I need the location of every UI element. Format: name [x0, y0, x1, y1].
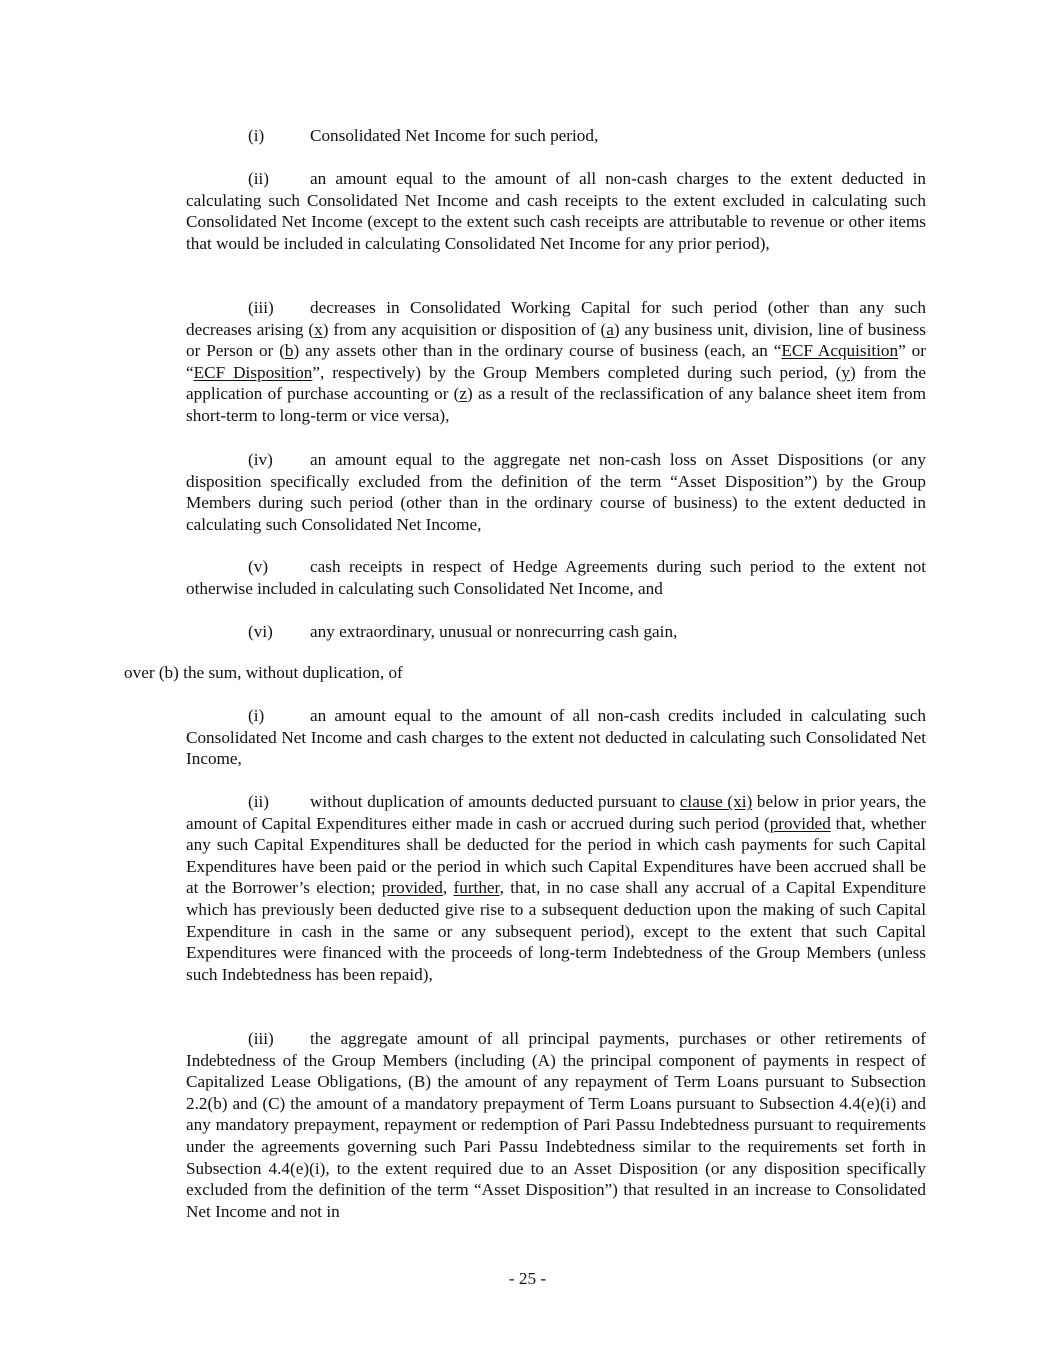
- text-run: ,: [442, 878, 454, 898]
- clause-label: (vi): [248, 622, 273, 641]
- text-run: Consolidated Net Income for such period,: [310, 126, 599, 145]
- text-run: ”, respectively) by the Group Members completed during such period, (: [312, 362, 842, 382]
- text-run: decreases in Consolidated Working Capital for such period (other than any such decreases arising (: [186, 298, 926, 339]
- clause-a-ii: [186, 168, 926, 254]
- page-number: - 25 -: [508, 1269, 547, 1288]
- clause-label: (ii): [248, 169, 269, 188]
- text-run: , that, in no case shall any accrual of a Capital Expenditure which has previously been deducted give rise to a subsequent deduction upon the making of such Capital Expenditure in cash in the same or any subsequent period), except to the extent that such Capital Expenditures were financed with the proceeds of long-term Indebtedness of the Group Members (unless such Indebtedness has been repaid),: [186, 878, 926, 984]
- text-run: an amount equal to the aggregate net non-cash loss on Asset Dispositions (or any disposition specifically excluded from the definition of the term “Asset Disposition”) by the Group Members during such period (other than in the ordinary course of business) to the extent deducted in calculating such Consolidated Net Income,: [186, 450, 926, 534]
- clause-a-i: [186, 125, 926, 147]
- clause-label: (i): [248, 126, 265, 145]
- text-run: ” or “: [186, 341, 926, 382]
- clause-text: [186, 792, 926, 984]
- underlined-term: ECF Disposition: [193, 362, 313, 382]
- text-run: the aggregate amount of all principal payments, purchases or other retirements of Indebtedness of the Group Members (including (A) the principal component of payments in respect of Capitalized Lease Obligations, (B) the amount of any repayment of Term Loans pursuant to Subsection 2.2(b) and (C) the amount of a mandatory prepayment of Term Loans pursuant to Subsection 4.4(e)(i) and any mandatory prepayment, repayment or redemption of Pari Passu Indebtedness pursuant to requirements under the agreements governing such Pari Passu Indebtedness similar to the requirements set forth in Subsection 4.4(e)(i), to the extent required due to an Asset Disposition (or any disposition specifically excluded from the definition of the term “Asset Disposition”) that resulted in an increase to Consolidated Net Income and not in: [186, 1029, 926, 1221]
- text-run: ) from the application of purchase accounting or (: [186, 362, 926, 404]
- text-run: ) as a result of the reclassification of any balance sheet item from short-term to long-term or vice versa),: [186, 384, 926, 425]
- underlined-term: provided: [381, 878, 443, 898]
- text-run: ) from any acquisition or disposition of (: [322, 319, 607, 339]
- text-run: that, whether any such Capital Expenditures shall be deducted for the period in which cash payments for such Capital Expenditures have been paid or the period in which such Capital Expenditures have been accrued shall be at the Borrower’s election;: [186, 813, 926, 898]
- clause-label: (iii): [248, 1029, 274, 1048]
- clause-a-v: [186, 556, 926, 599]
- clause-label: (i): [248, 706, 265, 725]
- text-run: ) any business unit, division, line of business or Person or (: [186, 319, 926, 361]
- clause-b-i: [186, 705, 926, 770]
- text-run: ) any assets other than in the ordinary course of business (each, an “: [293, 341, 782, 361]
- text-run: any extraordinary, unusual or nonrecurring cash gain,: [310, 622, 678, 641]
- underlined-term: ECF Acquisition: [781, 341, 899, 361]
- underlined-term: z: [459, 384, 468, 404]
- text-run: an amount equal to the amount of all non-cash charges to the extent deducted in calculating such Consolidated Net Income and cash receipts to the extent excluded in calculating such Consolidated Net Income (except to the extent such cash receipts are attributable to revenue or other items that would be included in calculating Consolidated Net Income for any prior period),: [186, 169, 926, 253]
- clause-a-iv: [186, 449, 926, 535]
- clause-label: (iii): [248, 298, 274, 317]
- underlined-term: a: [606, 319, 614, 339]
- underlined-term: y: [841, 362, 850, 382]
- underlined-term: x: [314, 319, 323, 339]
- clause-text: [310, 126, 598, 145]
- underlined-term: b: [284, 341, 294, 361]
- underlined-term: provided: [769, 813, 831, 833]
- text-run: an amount equal to the amount of all non-cash credits included in calculating such Consolidated Net Income and cash charges to the extent not deducted in calculating such Consolidated Net Income,: [186, 706, 926, 769]
- transition-text: over (b) the sum, without duplication, of: [124, 663, 403, 682]
- clause-a-vi: [186, 621, 926, 643]
- text-run: cash receipts in respect of Hedge Agreements during such period to the extent not otherwise included in calculating such Consolidated Net Income, and: [186, 557, 926, 598]
- clause-b-ii: [186, 791, 926, 985]
- clause-b-iii: [186, 1028, 926, 1222]
- underlined-term: clause (xi): [679, 792, 753, 811]
- clause-label: (iv): [248, 450, 273, 469]
- clause-text: [310, 622, 677, 641]
- clause-label: (ii): [248, 792, 269, 811]
- clause-a-iii: [186, 297, 926, 427]
- text-run: without duplication of amounts deducted pursuant to: [310, 792, 680, 811]
- clause-label: (v): [248, 557, 269, 576]
- underlined-term: further: [453, 878, 500, 898]
- text-run: below in prior years, the amount of Capital Expenditures either made in cash or accrued during such period (: [186, 792, 927, 833]
- clause-text: [186, 1029, 926, 1221]
